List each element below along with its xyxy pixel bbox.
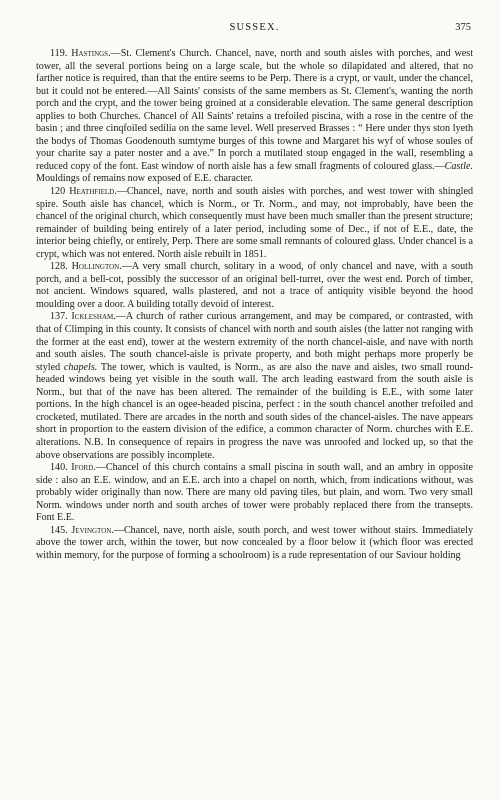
- page-number: 375: [455, 22, 471, 33]
- entry-hastings: [36, 48, 473, 186]
- entry-text: —St. Clement's Church. Chancel, nave, north and south aisles with porches, and west tower, all the several portions being on a large scale, but the whole so dilapidated and altered, that no farther notice is required, than that the entire seems to be Perp. There is a crypt, or vault, under the chancel, but it could not be entered.—All Saints' consists of the same members as St. Clement's, wanting the north porch and the crypt, and the tower being groined at a considerable elevation. The same general description applies to both Churches. Chancel of All Saints' retains a trefoiled piscina, with a rose in the centre of the basin ; and three cinqfoiled sedilia on the same level. Well preserved Brasses : “ Here under thys ston lyeth the bodys of Thomas Goodenouth sumtyme burges of this towne and Margaret his wyf of whose soules of your charite say a pater noster and a ave.” In porch a mutilated stoup engaged in the wall, resembling a reduced copy of the font. East window of north aisle has a few small fragments of coloured glass.—: [36, 48, 473, 172]
- entry-italic-term: Castle.: [444, 160, 473, 172]
- running-title: SUSSEX.: [229, 22, 280, 33]
- entry-text: —Chancel, nave, north aisle, south porch, and west tower without stairs. Immediately above the tower arch, within the tower, but now concealed by a floor below it (which floor was erected within memory, for the purpose of forming a schoolroom) is a rude representation of our Saviour holding: [36, 524, 473, 561]
- entry-icklesham: [36, 311, 473, 462]
- entry-text-tail: Mouldings of remains now exposed of E.E. character.: [36, 173, 253, 185]
- running-head: [36, 22, 473, 38]
- entry-text-tail: The tower, which is vaulted, is Norm., as are also the nave and aisles, two small round-headed windows being yet visible in the south wall. The arch leading eastward from the south aisle is Norm., but that of the nave has been altered. The remainder of the building is E.E., with some later portions. In the high chancel is an ogee-headed piscina, perfect : in the south chancel another trefoiled and crocketed, mutilated. There are arcades in the north and south sides of the chancel-aisles. The nave appears short in proportion to the eastern division of the edifice, a common character of Norm. churches with E.E. alterations. N.B. In consequence of repairs in progress the nave was unroofed and locked up, so that the above observations are possibly incomplete.: [36, 361, 473, 461]
- entry-jevington: [36, 525, 473, 563]
- entry-text: —Chancel, nave, north and south aisles with porches, and west tower with shingled spire. South aisle has chancel, which is Norm., or Tr. Norm., and may, not improbably, have been the chancel of the original church, which consequently must have been much smaller than the present structure; remainder of building being entirely of a later period, including some of Dec., if not of E.E., date, the interior being chiefly, or entirely, Perp. There are some small remnants of coloured glass. Under chancel is a crypt, which was not entered. North aisle rebuilt in 1851.: [36, 186, 473, 260]
- entry-place-name: Jevington.: [71, 524, 114, 536]
- entry-number: 128.: [50, 261, 68, 273]
- entry-place-name: Heathfield.: [69, 186, 117, 198]
- entry-number: 120: [50, 186, 66, 198]
- entry-text: —Chancel of this church contains a small piscina in south wall, and an ambry in opposite side : also an E.E. window, and an E.E. arch into a chapel on north, which, from indications without, was probably wider originally than now. There are many old paving tiles, but plain, and worn. Two very small Norm. windows under north and south arches of tower were probably replaced there from the transepts. Font E.E.: [36, 462, 473, 524]
- entry-number: 140.: [50, 462, 68, 474]
- entry-iford: [36, 462, 473, 525]
- entry-hollington: [36, 261, 473, 311]
- entry-place-name: Hollington.: [71, 261, 122, 273]
- body-text: [36, 48, 473, 562]
- entry-number: 145.: [50, 524, 68, 536]
- entry-number: 137.: [50, 311, 68, 323]
- entry-text: —A church of rather curious arrangement, and may be compared, or contrasted, with that of Climping in this county. It consists of chancel with north and south aisles (the latter not ranging with the former at the east end), tower at the western extremity of the north chancel-aisle, and nave with north and south aisles. The south chancel-aisle is private property, and both might perhaps more properly be styled: [36, 311, 473, 373]
- entry-place-name: Hastings.: [71, 48, 111, 59]
- entry-place-name: Icklesham.: [71, 311, 116, 323]
- entry-heathfield: [36, 186, 473, 261]
- entry-number: 119.: [50, 48, 68, 59]
- entry-text: —A very small church, solitary in a wood, of only chancel and nave, with a south porch, and a bell-cot, possibly the successor of an original bell-turret, over the west end. Porch of timber, not ancient. Windows squared, walls plastered, and not a trace of antiquity visible beyond the hood moulding over a door. A building totally devoid of interest.: [36, 261, 473, 310]
- entry-italic-term: chapels.: [63, 361, 98, 373]
- entry-place-name: Iford.: [71, 462, 96, 474]
